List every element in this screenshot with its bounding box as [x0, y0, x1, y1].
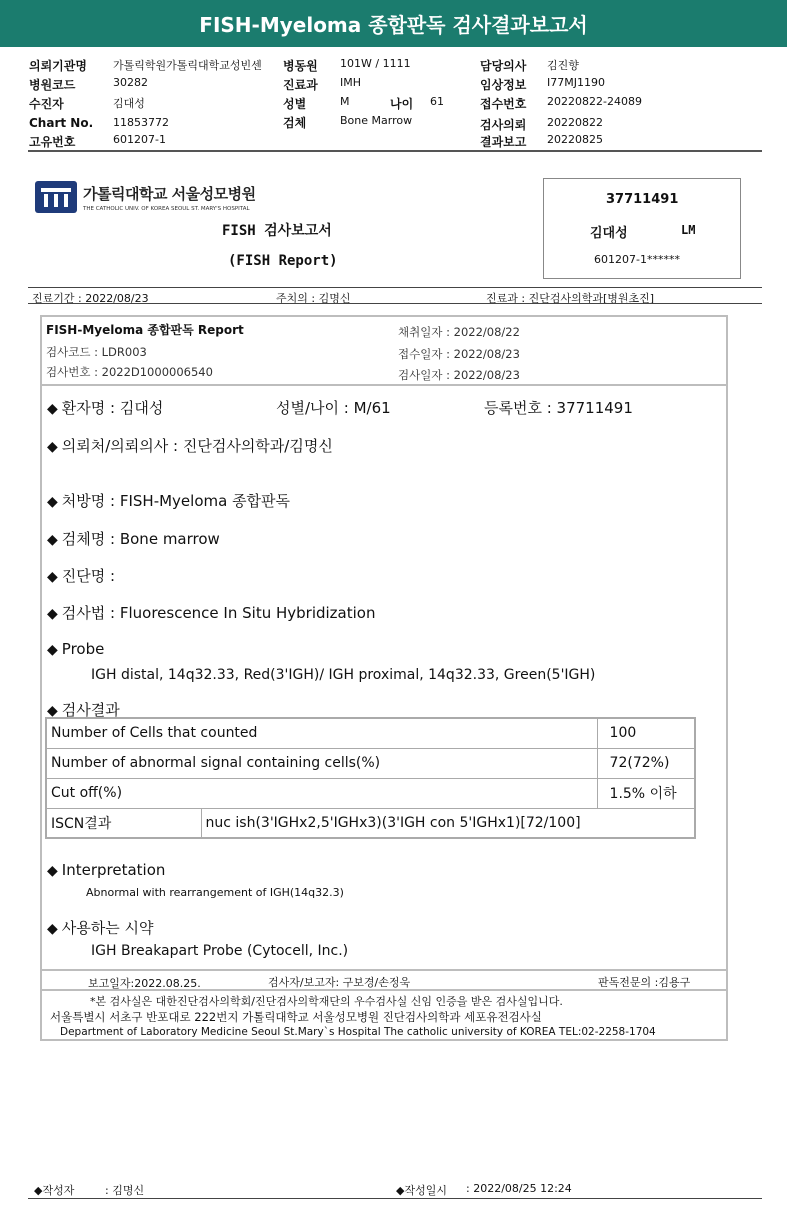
test-number: 검사번호 : 2022D1000006540 — [46, 365, 213, 379]
sex-age: 성별/나이 : M/61 — [276, 399, 391, 417]
visit-period: 진료기간 : 2022/08/23 — [32, 292, 149, 305]
header-value: 김진향 — [547, 59, 579, 72]
header-label: 검체 — [283, 116, 307, 130]
iscn-label: ISCN결과 — [46, 808, 201, 838]
divider — [40, 969, 728, 971]
report-heading: FISH-Myeloma 종합판독 Report — [46, 323, 244, 337]
header-value: 김대성 — [113, 97, 145, 110]
header-value: 가톨릭학원가톨릭대학교성빈센 — [113, 59, 262, 72]
result-value: 72(72%) — [597, 748, 695, 778]
divider — [28, 150, 762, 152]
header-label: 결과보고 — [480, 135, 527, 149]
header-value: 11853772 — [113, 116, 169, 129]
hospital-name: 가톨릭대학교 서울성모병원 — [83, 184, 256, 203]
report-date: 보고일자:2022.08.25. — [88, 977, 201, 990]
result-label: Cut off(%) — [46, 778, 597, 808]
date-label: ◆작성일시 — [396, 1184, 447, 1197]
header-value: 101W / 1111 — [340, 57, 411, 70]
specimen-line: ◆ 검체명 : Bone marrow — [47, 530, 220, 548]
specialist: 판독전문의 :김용구 — [598, 976, 691, 989]
result-value: 100 — [597, 718, 695, 748]
header-value: Bone Marrow — [340, 114, 413, 127]
diamond-bullet-icon: ◆ — [47, 569, 58, 585]
result-table — [45, 717, 696, 839]
result-label: Number of Cells that counted — [46, 718, 597, 748]
table-row — [46, 748, 695, 778]
header-label: 수진자 — [29, 97, 64, 111]
table-row — [46, 718, 695, 748]
report-title-korean: FISH 검사보고서 — [222, 223, 332, 239]
patient-name-line: ◆ 환자명 : 김대성 — [47, 399, 164, 417]
diamond-bullet-icon: ◆ — [47, 863, 58, 879]
header-label: 병동원 — [283, 59, 318, 73]
hospital-logo — [35, 181, 256, 213]
testers: 검사자/보고자: 구보경/손정욱 — [268, 976, 411, 989]
author-value: : 김명신 — [105, 1184, 145, 1197]
iscn-value: nuc ish(3'IGHx2,5'IGHx3)(3'IGH con 5'IGHx1)[72/100] — [201, 808, 695, 838]
diamond-bullet-icon: ◆ — [47, 401, 58, 417]
test-date: 검사일자 : 2022/08/23 — [398, 368, 520, 382]
id-box-id: 601207-1****** — [594, 253, 680, 266]
patient-id-box — [543, 178, 741, 279]
diamond-bullet-icon: ◆ — [47, 703, 58, 719]
divider — [40, 384, 728, 386]
header-label: 접수번호 — [480, 97, 527, 111]
header-label: 의뢰기관명 — [29, 59, 87, 73]
id-box-code: LM — [681, 223, 696, 237]
diagnosis-line: ◆ 진단명 : — [47, 567, 116, 585]
hospital-english-name: THE CATHOLIC UNIV. OF KOREA SEOUL ST. MARY'S HOSPITAL — [83, 205, 250, 212]
received-date: 접수일자 : 2022/08/23 — [398, 347, 520, 361]
lab-address-korean: 서울특별시 서초구 반포대로 222번지 가톨릭대학교 서울성모병원 진단검사의학과 세포유전검사실 — [50, 1010, 542, 1024]
diamond-bullet-icon: ◆ — [47, 439, 58, 455]
divider — [28, 303, 762, 304]
header-value: 20220822-24089 — [547, 95, 642, 108]
interpretation-heading: ◆ Interpretation — [47, 861, 166, 879]
id-box-reg-no: 37711491 — [606, 192, 679, 207]
method-line: ◆ 검사법 : Fluorescence In Situ Hybridization — [47, 604, 376, 622]
result-label: Number of abnormal signal containing cells(%) — [46, 748, 597, 778]
table-row — [46, 778, 695, 808]
header-value: 61 — [430, 95, 444, 108]
header-label: 고유번호 — [29, 135, 76, 149]
probe-text: IGH distal, 14q32.33, Red(3'IGH)/ IGH proximal, 14q32.33, Green(5'IGH) — [91, 667, 596, 683]
visit-department: 진료과 : 진단검사의학과[병원초진] — [486, 292, 655, 305]
author-label: ◆작성자 — [34, 1184, 75, 1197]
report-title-bar — [0, 0, 787, 47]
collection-date: 채취일자 : 2022/08/22 — [398, 325, 520, 339]
header-label: 나이 — [390, 97, 414, 111]
diamond-bullet-icon: ◆ — [47, 532, 58, 548]
lab-address-english: Department of Laboratory Medicine Seoul St.Mary`s Hospital The catholic university of KOREA TEL:02-2258-1704 — [60, 1026, 656, 1038]
report-title: FISH-Myeloma 종합판독 검사결과보고서 — [199, 13, 588, 37]
certification-note: *본 검사실은 대한진단검사의학회/진단검사의학재단의 우수검사실 신임 인증을 받은 검사실입니다. — [90, 995, 563, 1008]
diamond-bullet-icon: ◆ — [47, 921, 58, 937]
header-value: 30282 — [113, 76, 148, 89]
divider — [28, 1198, 762, 1199]
divider — [28, 287, 762, 288]
header-value: M — [340, 95, 350, 108]
test-code: 검사코드 : LDR003 — [46, 345, 147, 359]
header-value: IMH — [340, 76, 362, 89]
prescription-line: ◆ 처방명 : FISH-Myeloma 종합판독 — [47, 492, 291, 510]
header-label: 진료과 — [283, 78, 318, 92]
header-label: 병원코드 — [29, 78, 76, 92]
table-row — [46, 808, 695, 838]
header-label: 담당의사 — [480, 59, 527, 73]
header-label: Chart No. — [29, 116, 94, 130]
header-value: I77MJ1190 — [547, 76, 605, 89]
header-label: 임상정보 — [480, 78, 527, 92]
divider — [40, 989, 728, 991]
header-value: 20220825 — [547, 133, 603, 146]
probe-heading: ◆ Probe — [47, 640, 105, 658]
header-value: 601207-1 — [113, 133, 166, 146]
requester-line: ◆ 의뢰처/의뢰의사 : 진단검사의학과/김명신 — [47, 437, 333, 455]
reagent-heading: ◆ 사용하는 시약 — [47, 919, 154, 937]
hospital-emblem-icon — [35, 181, 77, 213]
date-value: : 2022/08/25 12:24 — [466, 1182, 572, 1195]
diamond-bullet-icon: ◆ — [47, 494, 58, 510]
reagent-text: IGH Breakapart Probe (Cytocell, Inc.) — [91, 943, 349, 959]
id-box-name: 김대성 — [590, 226, 628, 241]
report-title-english: (FISH Report) — [228, 253, 338, 269]
header-label: 성별 — [283, 97, 307, 111]
result-heading: ◆ 검사결과 — [47, 701, 120, 719]
diamond-bullet-icon: ◆ — [47, 642, 58, 658]
diamond-bullet-icon: ◆ — [47, 606, 58, 622]
visit-doctor: 주치의 : 김명신 — [276, 292, 351, 305]
header-value: 20220822 — [547, 116, 603, 129]
interpretation-text: Abnormal with rearrangement of IGH(14q32.3) — [86, 886, 344, 899]
registration-number: 등록번호 : 37711491 — [484, 399, 633, 417]
header-label: 검사의뢰 — [480, 118, 527, 132]
result-value: 1.5% 이하 — [597, 778, 695, 808]
